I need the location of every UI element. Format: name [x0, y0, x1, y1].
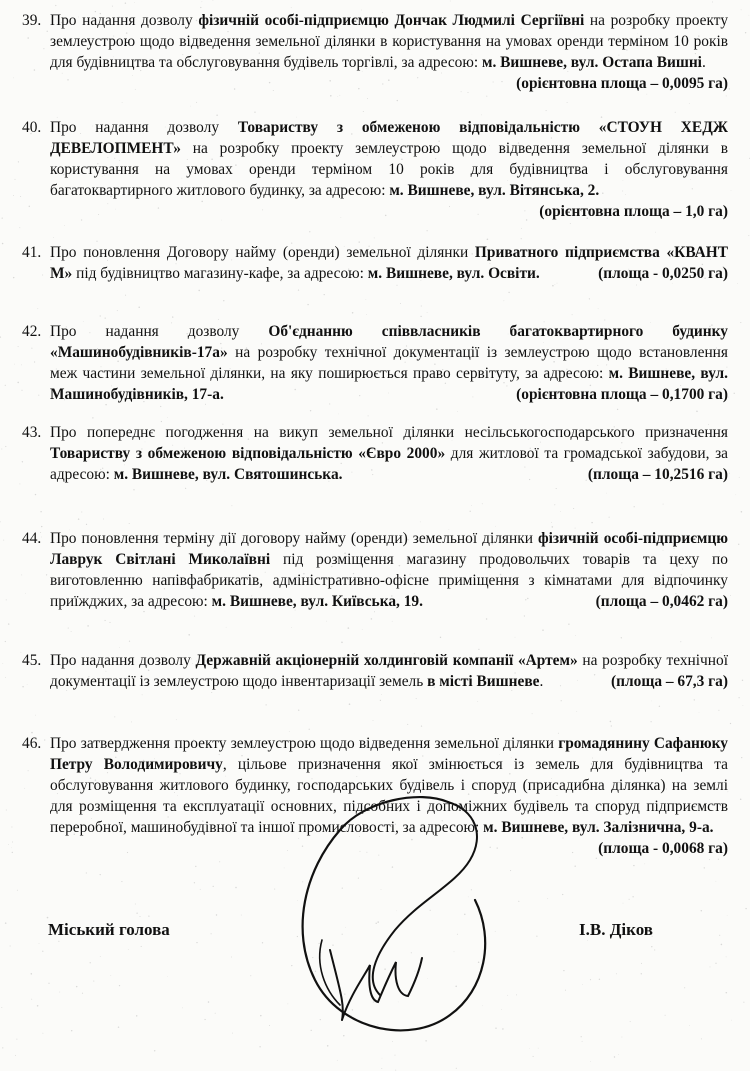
list-item: [22, 242, 728, 284]
item-text: [50, 117, 728, 220]
signature-block: [0, 920, 750, 944]
area-value: (орієнтовна площа – 0,0095 га): [516, 75, 728, 92]
area-value: (площа – 67,3 га): [611, 673, 728, 690]
text-segment: Про надання дозволу: [50, 323, 269, 340]
list-item: [22, 10, 728, 94]
bold-text: фізичній особі-підприємцю Лаврук Світлані Миколаївні: [50, 530, 728, 568]
item-text: [50, 10, 729, 92]
item-number: 42.: [22, 323, 42, 340]
bold-text: м. Вишневе, вул. Машинобудівників, 17-а.: [50, 365, 728, 403]
bold-text: Товариству з обмеженою відповідальністю «Євро 2000»: [50, 445, 446, 462]
bold-text: м. Вишневе, вул. Вітянська, 2.: [389, 182, 600, 199]
bold-text: Державній акціонерній холдинговій компанії «Артем»: [195, 652, 578, 669]
area-value: (орієнтовна площа – 0,1700 га): [516, 386, 728, 403]
item-number: 46.: [22, 735, 42, 752]
bold-text: м. Вишневе, вул. Залізнична, 9-а.: [483, 819, 714, 836]
area-value: (площа – 10,2516 га): [587, 466, 728, 483]
list-item: [22, 422, 728, 485]
item-number: 40.: [22, 119, 42, 136]
list-item: [22, 321, 728, 405]
bold-text: м. Вишневе, вул. Святошинська.: [113, 466, 343, 483]
bold-text: Товариству з обмеженою відповідальністю «СТОУН ХЕДЖ ДЕВЕЛОПМЕНТ»: [50, 119, 728, 157]
item-text: [50, 422, 728, 485]
area-value: (площа - 0,0068 га): [598, 840, 728, 857]
text-segment: , цільове призначення якої змінюється із земель для будівництва та обслуговування житлового будинку, господарських будівель і споруд (присадибна ділянка) на землі для розміщення та експлуатації основних, підсобних і допоміжних будівель та споруд підприємств переробної, машинобудівної та іншої промисловості, за адресою:: [50, 756, 729, 836]
text-segment: Про поновлення Договору найму (оренди) земельної ділянки: [50, 244, 475, 261]
text-segment: для житлової та громадської забудови, за адресою:: [50, 445, 728, 483]
text-segment: Про надання дозволу: [50, 119, 238, 136]
list-item: [22, 650, 728, 692]
item-number: 39.: [22, 12, 42, 29]
text-segment: .: [701, 54, 706, 71]
text-segment: на розробку технічної документації із землеустрою щодо встановлення меж частини земельної ділянки, на яку поширюється право сервітуту, за адресою:: [50, 344, 728, 382]
text-segment: на розробку технічної документації із землеустрою щодо інвентаризації земель: [50, 652, 728, 690]
bold-text: Приватного підприємства «КВАНТ М»: [50, 244, 728, 282]
item-text: [50, 321, 728, 405]
bold-text: м. Вишневе, вул. Остапа Вишні: [481, 54, 702, 71]
text-segment: на розробку проекту землеустрою щодо відведення земельної ділянки в користування на умовах оренди терміном 10 років для будівництва та обслуговування будівель торгівлі, за адресою:: [50, 12, 729, 71]
signatory-position: Міський голова: [48, 920, 170, 939]
item-text: [50, 528, 728, 612]
bold-text: в місті Вишневе: [427, 673, 540, 690]
text-segment: Про надання дозволу: [50, 12, 199, 29]
text-segment: .: [539, 673, 544, 690]
text-segment: на розробку проекту землеустрою щодо відведення земельної ділянки в користування на умовах оренди терміном 10 років для будівництва і обслуговування багатоквартирного житлового будинку, за адресою:: [50, 140, 728, 199]
text-segment: під розміщення магазину продовольчих товарів та цеху по виготовленню напівфабрикатів, адміністративно-офісне приміщення з кімнатами для відпочинку приїжджих, за адресою:: [50, 551, 728, 610]
bold-text: громадянину Сафанюку Петру Володимировичу: [50, 735, 728, 773]
item-number: 41.: [22, 244, 42, 261]
item-number: 45.: [22, 652, 42, 669]
bold-text: м. Вишневе, вул. Київська, 19.: [211, 593, 423, 610]
text-segment: Про затвердження проекту землеустрою щодо відведення земельної ділянки: [50, 735, 559, 752]
item-number: 43.: [22, 424, 42, 441]
list-item: [22, 117, 728, 222]
item-number: 44.: [22, 530, 42, 547]
area-value: (площа – 0,0462 га): [595, 593, 728, 610]
list-item: [22, 528, 728, 612]
text-segment: Про поновлення терміну дії договору найму (оренди) земельної ділянки: [50, 530, 538, 547]
item-text: [50, 650, 728, 692]
bold-text: Об'єднанню співвласників багатоквартирного будинку «Машинобудівників-17а»: [50, 323, 728, 361]
bold-text: м. Вишневе, вул. Освіти.: [367, 265, 540, 282]
signatory-name: І.В. Діков: [579, 920, 653, 939]
text-segment: Про надання дозволу: [50, 652, 196, 669]
area-value: (площа - 0,0250 га): [598, 265, 728, 282]
text-segment: під будівництво магазину-кафе, за адресою:: [72, 265, 368, 282]
bold-text: фізичній особі-підприємцю Дончак Людмилі Сергіївні: [198, 12, 585, 29]
text-segment: Про попереднє погодження на викуп земельної ділянки несільськогосподарського призначення: [50, 424, 728, 441]
item-text: [50, 242, 728, 284]
area-value: (орієнтовна площа – 1,0 га): [539, 203, 728, 220]
